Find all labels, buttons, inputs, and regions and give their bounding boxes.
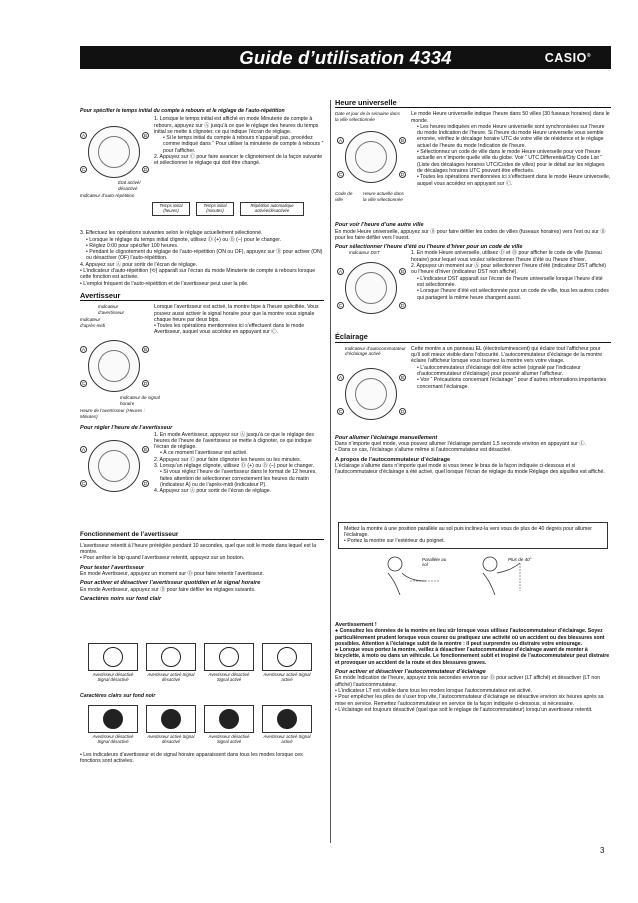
- alarm-indicator-label: Indicateur d’avertisseur: [98, 304, 125, 315]
- set-alarm-steps: [154, 432, 324, 495]
- manual-light-note: • Dans ce cas, l’éclairage s’allume même si l’autocommutateur est désactivé.: [335, 447, 512, 454]
- alarm-off-signal-on-icon: [219, 647, 239, 667]
- icon-cell: [146, 643, 196, 682]
- page-title: Guide d’utilisation 4334: [239, 47, 452, 68]
- dst-steps: [411, 250, 611, 300]
- button-b-icon: B: [400, 269, 404, 275]
- world-intro: Le mode Heure universelle indique l’heure dans 50 villes (30 fuseaux horaires) dans le monde.: [411, 111, 610, 124]
- alarm-on-signal-on-icon: [277, 709, 297, 729]
- rep-note-2: • Réglez 0:00 pour spécifier 100 heures.: [86, 242, 179, 249]
- world-time-title: Heure universelle: [335, 100, 611, 108]
- set-alarm-heading: Pour régler l’heure de l’avertisseur: [80, 425, 173, 432]
- button-a-icon: A: [338, 374, 342, 380]
- city-code-label: Code de ville: [335, 191, 353, 202]
- light-note-2: • Voir “ Précautions concernant l’éclairage ” pour d’autres informations importantes concernant l’éclairage.: [417, 377, 607, 390]
- button-b-icon: B: [143, 446, 147, 452]
- dark-on-light-heading: Caractères noirs sur fond clair: [80, 595, 162, 602]
- watch-figure-world: [345, 131, 397, 183]
- footer-note: • Les indicateurs d’avertisseur et de signal horaire apparaissent dans tous les modes lorsque ces fonctions sont activées.: [80, 752, 303, 765]
- repetition-figure-block: [80, 116, 324, 230]
- light-intro: Cette montre a un panneau EL (électroluminescent) qui éclaire tout l’afficheur pour qu’il soit mieux visible dans l’obscurité. L’autocommutateur d’éclairage de la montre éclaire l’afficheur lorsque vous tournez la montre vers votre visage.: [411, 345, 603, 365]
- warning-item: ● Lorsque vous portez la montre, veillez à désactiver l’autocommutateur d’éclairage avant de monter à bicyclette, à moto ou dans un véhicule. Le fonctionnement subit et inopiné de l’autocommutateur peut distraire et provoquer un accident de la route et des blessures graves.: [335, 647, 610, 666]
- icon-label: Avertisseur désactivé Signal activé: [208, 672, 250, 682]
- world-time-text: [411, 111, 611, 187]
- parallel-label: Parallèle au sol: [422, 557, 447, 568]
- dst-block: [335, 250, 611, 330]
- alarm-section-title: Avertisseur: [80, 293, 324, 301]
- rep-step-3: 3. Effectuez les opérations suivantes selon le réglage actuellement sélectionné.: [80, 230, 263, 237]
- button-c-icon: C: [338, 408, 343, 414]
- toggle-auto-light-note-2: • Pour empêcher les piles de s’user trop vite, l’autocommutateur d’éclairage se désactive environ six heures après sa mise en service. Remettez l’autocommutateur en service de la façon indiquée ci-dessous, si nécessaire.: [335, 694, 604, 707]
- button-b-icon: B: [143, 133, 147, 139]
- button-c-icon: C: [338, 303, 343, 309]
- test-alarm-text: En mode Avertisseur, appuyez un moment sur Ⓓ pour faire retentir l’avertisseur.: [80, 571, 264, 578]
- alarm-intro: [154, 304, 324, 335]
- manual-light-heading: Pour allumer l’éclairage manuellement: [335, 434, 438, 441]
- icon-cell: [146, 705, 196, 744]
- manual-light-text: Dans n’importe quel mode, vous pouvez allumer l’éclairage pendant 1,5 seconde environ en appuyant sur Ⓛ.: [335, 441, 586, 448]
- wrist-figure: [370, 551, 570, 599]
- light-on-dark-heading: Caractères clairs sur fond noir: [80, 693, 156, 699]
- alarm-off-signal-off-icon: [103, 647, 123, 667]
- icon-label: Avertisseur activé Signal désactivé: [147, 672, 195, 682]
- angle-label: Plus de 40°: [508, 557, 532, 562]
- alarm-operation-title: Fonctionnement de l’avertisseur: [80, 532, 324, 540]
- button-d-icon: D: [143, 167, 148, 173]
- alarm-off-signal-on-icon: [219, 709, 239, 729]
- icon-cell: [88, 705, 138, 744]
- other-city-text: En mode Heure universelle, appuyez sur Ⓓ pour faire défiler les codes de villes (fuseaux horaires) vers l’est ou sur Ⓑ pour les faire défiler vers l’ouest.: [335, 228, 606, 241]
- alarm-off-signal-off-icon: [103, 709, 123, 729]
- set-alarm-step-2: 2. Appuyez sur Ⓒ pour faire clignoter les heures ou les minutes.: [154, 456, 302, 463]
- alarm-time-label: Heure de l’avertisseur (Heures : Minutes): [80, 408, 145, 419]
- rep-note-3: • Pendant le clignotement du réglage de l’auto-répétition (ON ou OF), appuyez sur Ⓓ pour activer (ON) ou désactiver (OF) l’auto-répétition.: [86, 249, 323, 262]
- toggle-auto-light-text: En mode Indication de l’heure, appuyez trois secondes environ sur Ⓑ pour activer (LT affiché) et désactiver (LT non affiché) l’autocommutateur.: [335, 675, 601, 688]
- button-a-icon: A: [81, 347, 85, 353]
- button-a-icon: A: [338, 269, 342, 275]
- dst-indicator-label: Indicateur DST: [349, 250, 380, 256]
- icon-label: Avertisseur désactivé Signal désactivé: [92, 672, 134, 682]
- column-divider: [330, 100, 331, 843]
- page-number: 3: [600, 846, 605, 855]
- light-block: [335, 346, 611, 432]
- button-c-icon: C: [81, 480, 86, 486]
- light-note-1: • L’autocommutateur d’éclairage doit être activé (signalé par l’indicateur d’autocommutateur d’éclairage) pour pouvoir allumer l’afficheur.: [417, 364, 581, 377]
- right-column: [335, 100, 611, 476]
- dst-step-2: 2. Appuyez un moment sur Ⓐ pour sélectionner l’heure d’été (indicateur DST affiché) ou l’heure d’hiver (indicateur DST non affiché).: [411, 263, 607, 276]
- other-city-heading: Pour voir l’heure d’une autre ville: [335, 222, 424, 229]
- alarm-intro-note: • Toutes les opérations mentionnées ici s’effectuent dans le mode Avertisseur, auquel vous accédez en appuyant sur Ⓒ.: [154, 323, 305, 336]
- auto-light-about-text: L’éclairage s’allume dans n’importe quel mode si vous tenez le bras de la façon indiquée ci-dessous et si l’autocommutateur d’éclairage a été activé, quel lorsque l’écran de réglage du mode Réglage des aiguilles est affiché.: [335, 462, 605, 476]
- icon-cell: [262, 705, 312, 744]
- watch-figure-dst: [345, 262, 397, 314]
- set-alarm-note-1: • À ce moment l’avertisseur est activé.: [160, 450, 248, 457]
- warning-title: Avertissement !: [335, 622, 377, 628]
- hourly-signal-label: Indicateur de signal horaire: [120, 395, 160, 406]
- world-note-3: • Toutes les opérations mentionnées ici s’effectuent dans le mode Heure universelle, auquel vous accédez en appuyant sur Ⓒ.: [417, 174, 611, 187]
- watch-figure-light: [345, 368, 397, 420]
- wrist-instruction-box: [338, 522, 608, 549]
- button-b-icon: B: [400, 374, 404, 380]
- button-d-icon: D: [400, 408, 405, 414]
- footer-note-block: [80, 752, 324, 765]
- light-on-dark-block: [80, 693, 324, 699]
- dst-step-1: 1. En mode Heure universelle, utilisez Ⓓ et Ⓑ pour afficher le code de ville (fuseau horaire) pour lequel vous voulez sélectionner l’heure d’été ou l’heure d’hiver.: [411, 250, 602, 263]
- icon-label: Avertisseur désactivé Signal désactivé: [92, 734, 134, 744]
- wrist-instruction-text: Mettez la montre à une position parallèle au sol puis inclinez-la vers vous de plus de 40 degrés pour allumer l’éclairage.: [344, 526, 592, 539]
- button-a-icon: A: [81, 133, 85, 139]
- button-d-icon: D: [143, 480, 148, 486]
- button-d-icon: D: [400, 303, 405, 309]
- set-alarm-block: [80, 432, 324, 532]
- date-label: Date et jour de la semaine dans la ville sélectionnée: [335, 111, 400, 122]
- icon-label: Avertisseur activé Signal activé: [263, 672, 311, 682]
- watch-figure-repeat: [88, 126, 140, 178]
- light-section-title: Éclairage: [335, 334, 611, 342]
- set-alarm-step-3: 3. Lorsqu’un réglage clignote, utilisez Ⓓ (+) ou Ⓑ (–) pour le changer.: [154, 463, 315, 470]
- rep-note-4: • L’indicateur d’auto-répétition (⟲) apparaît sur l’écran du mode Minuterie de compte à rebours lorsque cette fonction est activée.: [80, 268, 316, 281]
- alarm-intro-text: Lorsque l’avertisseur est activé, la montre bipe à l’heure spécifiée. Vous pouvez aussi activer le signal horaire pour que la montre vous signale chaque heure par deux bips.: [154, 304, 319, 323]
- button-b-icon: B: [143, 347, 147, 353]
- button-d-icon: D: [143, 381, 148, 387]
- icon-label: Avertisseur activé Signal activé: [263, 734, 311, 744]
- button-a-icon: A: [338, 138, 342, 144]
- dst-note-1: • L’indicateur DST apparaît sur l’écran de l’heure universelle lorsque l’heure d’été est sélectionnée.: [417, 275, 603, 288]
- rep-step-2: 2. Appuyez sur Ⓒ pour faire avancer le clignotement de la façon suivante et sélectionner le réglage qui doit être changé.: [154, 154, 323, 167]
- left-column: [80, 108, 324, 605]
- state-label: État activé/ désactivé: [118, 180, 141, 191]
- warning-block: [335, 622, 611, 713]
- icon-row-dark: [88, 705, 312, 744]
- watch-figure-set-alarm: [88, 440, 140, 492]
- dst-note-2: • Lorsque l’heure d’été est sélectionnée pour un code de ville, tous les autres codes qui partagent la même heure changent aussi.: [417, 288, 609, 301]
- toggle-alarm-heading: Pour activer et désactiver l’avertisseur quotidien et le signal horaire: [80, 580, 261, 587]
- repetition-heading: Pour spécifier le temps initial du compte à rebours et le réglage de l’auto-répétition: [80, 108, 285, 114]
- alarm-figure-block: [80, 304, 324, 422]
- button-c-icon: C: [338, 172, 343, 178]
- alarm-on-signal-on-icon: [277, 647, 297, 667]
- box-initial-minutes: Temps initial (minutes): [196, 202, 234, 216]
- auto-light-about-heading: A propos de l’autocommutateur d’éclairage: [335, 456, 451, 463]
- box-initial-hours: Temps initial (heures): [152, 202, 190, 216]
- button-d-icon: D: [400, 172, 405, 178]
- auto-repeat-indicator-label: Indicateur d’auto-répétition: [80, 193, 135, 199]
- test-alarm-heading: Pour tester l’avertisseur: [80, 564, 145, 571]
- current-time-label: Heure actuelle dans la ville sélectionnée: [363, 191, 404, 202]
- rep-step-1-note: • Si le temps initial du compte à rebours n’apparaît pas, procédez comme indiqué dans “ Pour utiliser la minuterie de compte à rebours ” pour l’afficher.: [163, 135, 324, 154]
- alarm-on-signal-off-icon: [161, 647, 181, 667]
- icon-cell: [204, 705, 254, 744]
- pm-indicator-label: Indicateur d’après-midi: [80, 317, 106, 328]
- icon-row-light: [88, 643, 312, 682]
- button-b-icon: B: [400, 138, 404, 144]
- alarm-operation-text: L’avertisseur retentit à l’heure préréglée pendant 10 secondes, quel que soit le mode dans lequel est la montre.: [80, 542, 317, 556]
- rep-step-1: 1. Lorsque le temps initial est affiché en mode Minuterie de compte à rebours, appuyez sur Ⓐ jusqu’à ce que le réglage des heures du temps initial se mette à clignoter, ce qui indique l’écran de réglage.: [154, 116, 319, 135]
- world-note-1: • Les heures indiquées en mode Heure universelle sont synchronisées sur l’heure du mode Indication de l’heure. Si l’heure du mode Heure universelle vous semble erronée, vérifiez le décalage horaire UTC de votre ville de résidence et le réglage actuel de l’heure du mode Indication de l’heure.: [417, 123, 605, 149]
- icon-cell: [88, 643, 138, 682]
- icon-cell: [204, 643, 254, 682]
- toggle-auto-light-note-3: • L’éclairage est toujours désactivé (quel que soit le réglage de l’autocommutateur) lorsqu’un avertisseur retentit.: [335, 706, 593, 713]
- button-c-icon: C: [81, 167, 86, 173]
- world-time-block: [335, 111, 611, 219]
- warning-item: ● Consultez les données de la montre en lieu sûr lorsque vous utilisez l’autocommutateur d’éclairage. Soyez particulièrement prudent lorsque vous courez ou pratiquez une activité où un accident ou des blessures sont possibles. Attention à l’éclairage subit de la montre : il peut surprendre ou distraire votre entourage.: [335, 628, 605, 647]
- rep-step-4: 4. Appuyez sur Ⓐ pour sortir de l’écran de réglage.: [80, 261, 198, 268]
- icon-label: Avertisseur activé Signal désactivé: [147, 734, 195, 744]
- rep-note-5: • L’emploi fréquent de l’auto-répétition et de l’avertisseur peut user la pile.: [80, 280, 249, 287]
- set-alarm-step-1: 1. En mode Avertisseur, appuyez sur Ⓐ jusqu’à ce que le réglage des heures de l’heure de l’avertisseur se mette à clignoter, ce qui indique l’écran de réglage.: [154, 431, 314, 451]
- world-note-2: • Sélectionnez un code de ville dans le mode Heure universelle pour voir l’heure actuelle en n’importe quelle ville du globe. Voir “ UTC Differential/City Code List ” (Liste des décalages horaires UTC/Codes de villes) pour le détail sur les réglages de décalages horaires UTC pouvant être effectués.: [417, 149, 605, 174]
- wrist-instruction-note: • Portez la montre sur l’extérieur du poignet.: [344, 538, 446, 545]
- brand-logo: CASIO®: [544, 51, 591, 65]
- light-text: [411, 346, 611, 390]
- button-a-icon: A: [81, 446, 85, 452]
- icon-label: Avertisseur désactivé Signal activé: [208, 734, 250, 744]
- auto-light-indicator-label: Indicateur d’autocommutateur d’éclairage activé: [345, 345, 406, 357]
- alarm-operation-note: • Pour arrêter le bip quand l’avertisseur retentit, appuyez sur un bouton.: [80, 555, 245, 562]
- set-alarm-step-4: 4. Appuyez sur Ⓐ pour sortir de l’écran de réglage.: [154, 488, 272, 495]
- box-auto-repeat: Répétition automatique activée/désactivée: [240, 202, 304, 216]
- repetition-steps: [154, 116, 324, 166]
- watch-figure-alarm: [88, 340, 140, 392]
- toggle-alarm-text: En mode Avertisseur, appuyez sur Ⓓ pour faire défiler les réglages suivants.: [80, 586, 256, 593]
- dst-heading: Pour sélectionner l’heure d’été ou l’heure d’hiver pour un code de ville: [335, 244, 523, 251]
- toggle-auto-light-heading: Pour activer et désactiver l’autocommutateur d’éclairage: [335, 669, 486, 676]
- alarm-on-signal-off-icon: [161, 709, 181, 729]
- rep-note-1: • Lorsque le réglage du temps initial clignote, utilisez Ⓓ (+) ou Ⓑ (–) pour le changer.: [86, 236, 282, 243]
- set-alarm-note-2: • Si vous réglez l’heure de l’avertisseur dans le format de 12 heures, faites attention de sélectionner correctement les heures du matin (indicateur A) ou de l’après-midi (indicateur P).: [160, 469, 317, 488]
- toggle-auto-light-note-1: • L’indicateur LT est visible dans tous les modes lorsque l’autocommutateur est activé.: [335, 687, 533, 694]
- button-c-icon: C: [81, 381, 86, 387]
- page-header: [80, 46, 611, 69]
- icon-cell: [262, 643, 312, 682]
